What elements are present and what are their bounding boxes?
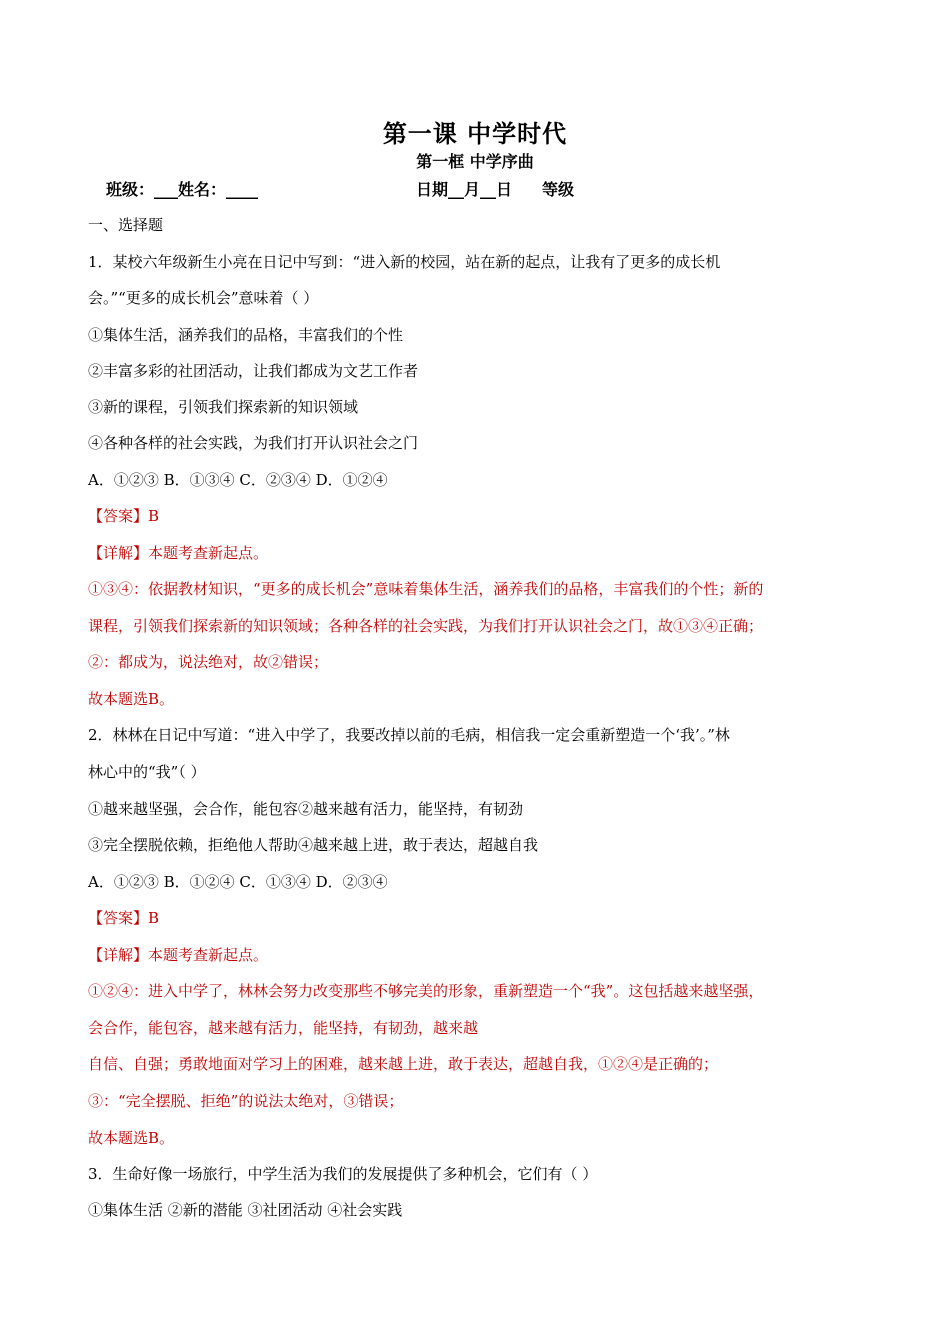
q2-explanation-line-4: ③：“完全摆脱、拒绝”的说法太绝对，③错误； bbox=[88, 1092, 404, 1110]
q1-explanation-line-3: ②：都成为，说法绝对，故②错误； bbox=[88, 653, 329, 671]
q2-detail-heading: 【详解】本题考查新起点。 bbox=[88, 946, 269, 964]
q1-explanation-line-2: 课程，引领我们探索新的知识领域；各种各样的社会实践，为我们打开认识社会之门，故①③④正确； bbox=[88, 617, 764, 635]
q1-statement-1: ①集体生活，涵养我们的品格，丰富我们的个性 bbox=[88, 326, 404, 344]
student-info-row bbox=[106, 177, 866, 199]
q2-stem-line-2: 林心中的“我”（ ） bbox=[88, 763, 206, 781]
q1-statement-2: ②丰富多彩的社团活动，让我们都成为文艺工作者 bbox=[88, 362, 419, 380]
q1-explanation-line-1: ①③④：依据教材知识，“更多的成长机会”意味着集体生活，涵养我们的品格，丰富我们的个性；新的 bbox=[88, 580, 764, 598]
lesson-title: 第一课 中学时代 bbox=[382, 119, 568, 148]
q1-detail-heading: 【详解】本题考查新起点。 bbox=[88, 544, 269, 562]
q2-answer: 【答案】B bbox=[88, 909, 160, 927]
q2-explanation-line-3: 自信、自强；勇敢地面对学习上的困难，越来越上进，敢于表达，超越自我，①②④是正确的； bbox=[88, 1055, 719, 1073]
q2-explanation-line-1: ①②④：进入中学了，林林会努力改变那些不够完美的形象，重新塑造一个“我”。这包括越来越坚强， bbox=[88, 982, 764, 1000]
q2-explanation-line-2: 会合作，能包容，越来越有活力，能坚持，有韧劲，越来越 bbox=[88, 1019, 479, 1037]
q3-stem-line-1: 3．生命好像一场旅行，中学生活为我们的发展提供了多种机会，它们有（ ） bbox=[88, 1165, 598, 1183]
q1-answer: 【答案】B bbox=[88, 507, 160, 525]
lesson-subtitle: 第一框 中学序曲 bbox=[416, 152, 534, 171]
q2-statement-1: ①越来越坚强，会合作，能包容②越来越有活力，能坚持，有韧劲 bbox=[88, 800, 524, 818]
section-heading: 一、选择题 bbox=[88, 216, 164, 234]
q3-statement-1: ①集体生活 ②新的潜能 ③社团活动 ④社会实践 bbox=[88, 1201, 403, 1219]
q2-conclusion: 故本题选B。 bbox=[88, 1129, 175, 1147]
grade-field: 等级 bbox=[542, 180, 575, 199]
q1-conclusion: 故本题选B。 bbox=[88, 690, 175, 708]
q1-options: A．①②③ B．①③④ C．②③④ D．①②④ bbox=[88, 471, 388, 489]
q2-stem-line-1: 2．林林在日记中写道：“进入中学了，我要改掉以前的毛病，相信我一定会重新塑造一个‘我’。”林 bbox=[88, 726, 730, 744]
q2-options: A．①②③ B．①②④ C．①③④ D．②③④ bbox=[88, 873, 388, 891]
class-name-field: 班级：___姓名：____ bbox=[106, 180, 259, 199]
date-field: 日期__月__日 bbox=[416, 180, 513, 199]
q1-statement-3: ③新的课程，引领我们探索新的知识领域 bbox=[88, 398, 359, 416]
q1-statement-4: ④各种各样的社会实践，为我们打开认识社会之门 bbox=[88, 434, 419, 452]
q1-stem-line-1: 1．某校六年级新生小亮在日记中写到：“进入新的校园，站在新的起点，让我有了更多的成长机 bbox=[88, 253, 721, 271]
q2-statement-2: ③完全摆脱依赖，拒绝他人帮助④越来越上进，敢于表达，超越自我 bbox=[88, 836, 539, 854]
q1-stem-line-2: 会。”“更多的成长机会”意味着（ ） bbox=[88, 289, 319, 307]
